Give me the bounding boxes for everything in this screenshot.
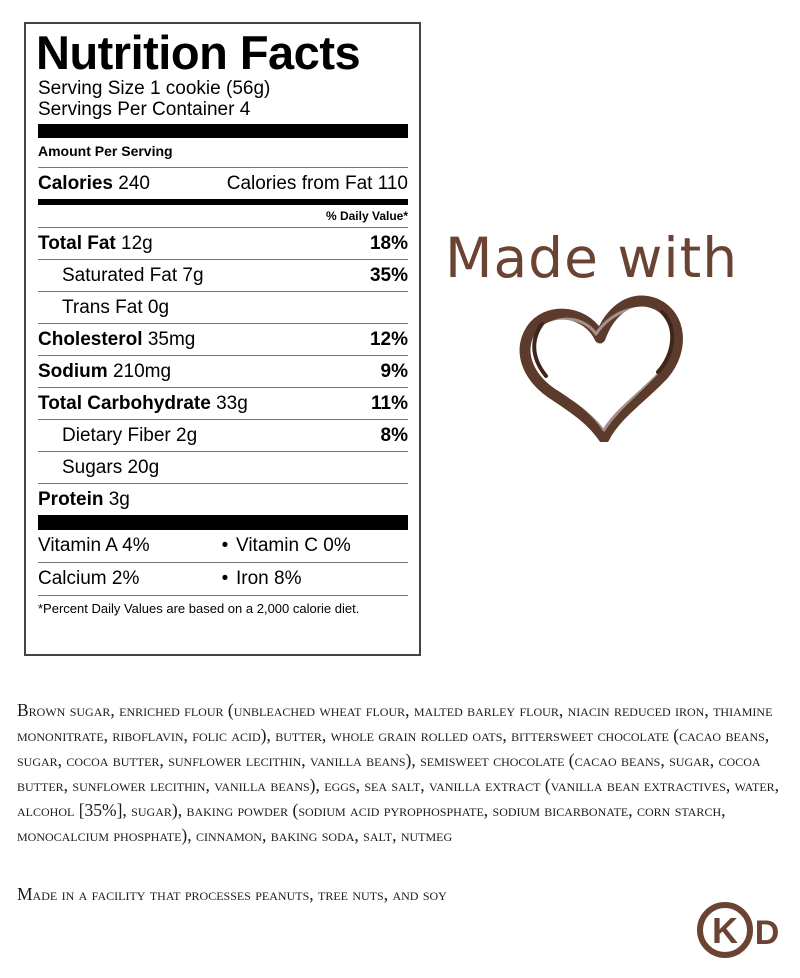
nutrient-amount: 33g: [216, 393, 248, 414]
bullet: •: [221, 535, 229, 556]
nutrient-name: Total Carbohydrate: [38, 393, 211, 414]
heart-icon: [512, 292, 692, 442]
nutrition-facts-label: [24, 22, 421, 656]
nutrient-name: Total Fat: [38, 233, 116, 254]
nutrient-amount: 20g: [127, 457, 160, 478]
nutrient-name: Protein: [38, 489, 104, 510]
nutrient-name: Saturated Fat: [62, 265, 178, 286]
nutrient-amount: 7g: [182, 265, 204, 286]
nutrient-amount: 2g: [176, 425, 198, 446]
ingredients-text: Brown sugar, enriched flour (unbleached wheat flour, malted barley flour, niacin reduced iron, thiamine mononitrate, riboflavin, folic acid), butter, whole grain rolled oats, bittersweet chocolate (cacao beans, sugar, cocoa butter, sunflower lecithin, vanilla beans), semisweet chocolate (cacao beans, sugar, cocoa butter, sunflower lecithin, vanilla beans), eggs, sea salt, vanilla extract (vanilla bean extractives, water, alcohol [35%], sugar), baking powder (sodium acid pyrophosphate, sodium bicarbonate, corn starch, monocalcium phosphate), cinnamon, baking soda, salt, nutmeg: [17, 700, 780, 845]
allergen-statement: Made in a facility that processes peanuts, tree nuts, and soy: [17, 884, 447, 904]
nutrient-row-total-fat: [38, 228, 408, 259]
nutrient-row-total-carbohydrate: [38, 388, 408, 419]
nutrient-amount: 35mg: [147, 329, 196, 350]
servings-per-container: Servings Per Container 4: [38, 99, 251, 120]
nutrient-dv: 35%: [369, 265, 408, 286]
calories-from-fat: Calories from Fat 110: [226, 173, 408, 194]
vitamin-row: [38, 563, 408, 595]
kosher-dairy-symbol: [695, 898, 785, 962]
vitamin-row: [38, 530, 408, 562]
nutrient-dv: 9%: [380, 361, 408, 382]
nutrient-dv: 12%: [369, 329, 408, 350]
divider-thick: [38, 124, 408, 138]
calories-value: 240: [118, 173, 150, 194]
vitamin-right: Iron 8%: [236, 568, 302, 589]
nutrient-amount: 0g: [147, 297, 170, 318]
vitamin-right: Vitamin C 0%: [236, 535, 351, 556]
nutrient-name: Dietary Fiber: [62, 425, 171, 446]
nutrient-row-cholesterol: [38, 324, 408, 355]
nutrient-dv: 11%: [371, 393, 408, 414]
kosher-letter: K: [712, 910, 738, 951]
nutrient-amount: 12g: [121, 233, 153, 254]
nutrient-amount: 210mg: [112, 361, 172, 382]
amount-per-serving: Amount Per Serving: [38, 143, 173, 159]
nutrient-name: Sodium: [38, 361, 108, 382]
nutrient-row-protein: [38, 484, 408, 515]
nutrient-row-dietary-fiber: [38, 420, 408, 451]
vitamin-left: Calcium 2%: [38, 568, 140, 589]
nutrient-name: Cholesterol: [38, 329, 143, 350]
nutrient-row-sodium: [38, 356, 408, 387]
kosher-suffix: D: [754, 914, 780, 952]
nutrient-row-saturated-fat: [38, 260, 408, 291]
serving-size: Serving Size 1 cookie (56g): [38, 78, 271, 99]
calories-row: [38, 168, 408, 199]
footnote: *Percent Daily Values are based on a 2,000 calorie diet.: [38, 601, 360, 616]
nutrient-dv: 8%: [380, 425, 408, 446]
nutrient-amount: 3g: [108, 489, 130, 510]
nutrient-row-trans-fat: [38, 292, 408, 323]
calories-label: Calories: [38, 173, 113, 194]
made-with-heading: Made with: [445, 226, 739, 290]
nutrient-name: Trans Fat: [62, 297, 143, 318]
vitamin-left: Vitamin A 4%: [38, 535, 150, 556]
nutrient-name: Sugars: [62, 457, 123, 478]
bullet: •: [221, 568, 229, 589]
divider-thick: [38, 515, 408, 530]
daily-value-header: % Daily Value*: [325, 209, 408, 223]
nutrient-row-sugars: [38, 452, 408, 483]
label-title: Nutrition Facts: [36, 26, 361, 79]
nutrient-dv: 18%: [369, 233, 408, 254]
